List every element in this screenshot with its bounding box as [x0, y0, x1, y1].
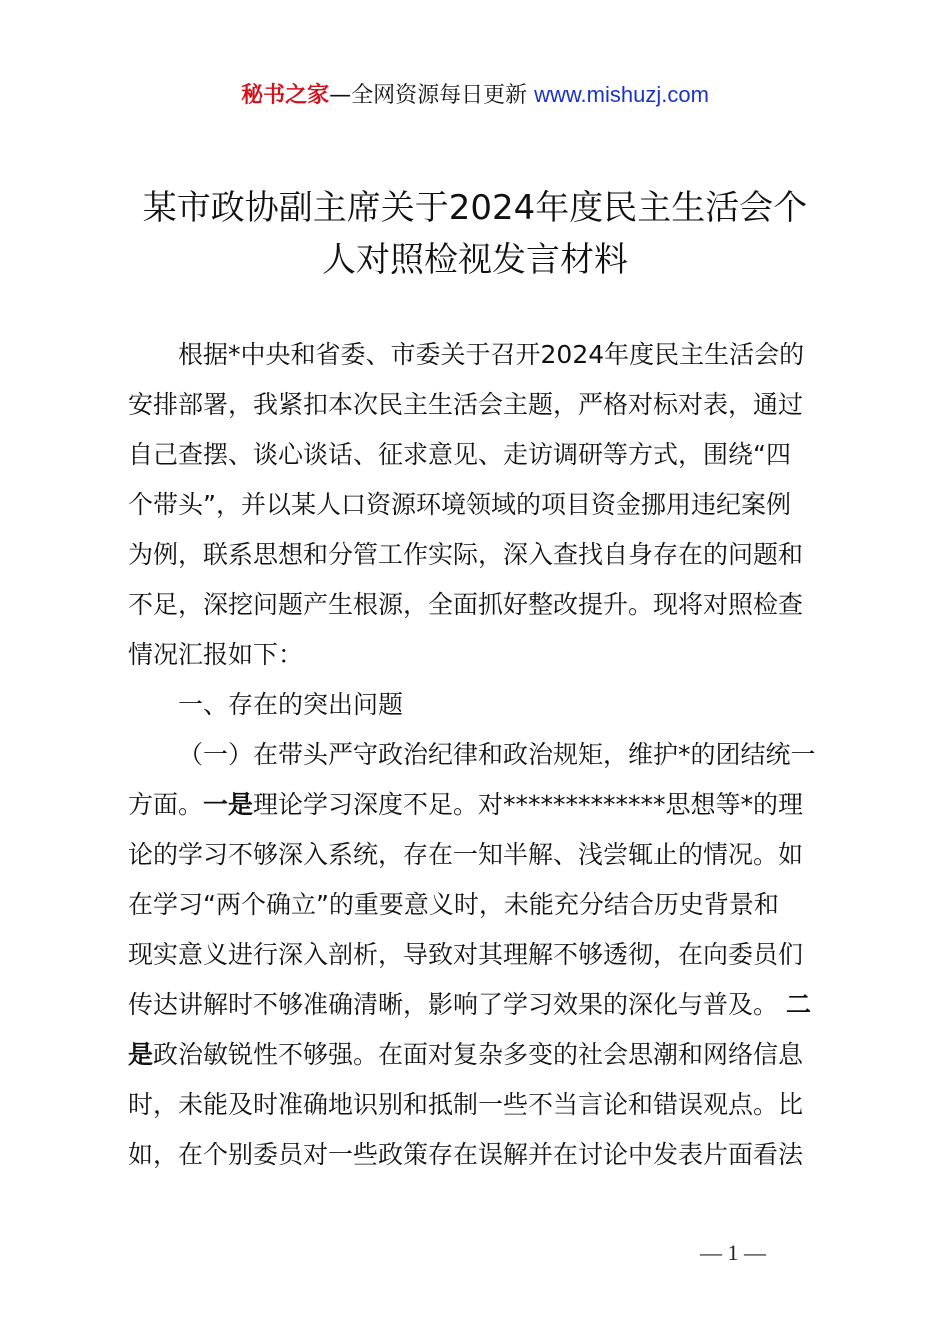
body-text: 个带头”，并以某人口资源环境领域的项目资金挪用违纪案例 [128, 490, 791, 519]
body-text: 为例，联系思想和分管工作实际，深入查找自身存在的问题和 [128, 540, 804, 569]
body-text: 不足，深挖问题产生根源，全面抓好整改提升。现将对照检查 [128, 590, 804, 619]
body-line [128, 530, 838, 580]
body-text-part: 传达讲解时不够准确清晰，影响了学习效果的深化与普及。 [128, 990, 779, 1019]
body-text-part: 政治敏锐性不够强。在面对复杂多变的社会思潮和网络信息 [153, 1040, 804, 1069]
section-heading-text: 一、存在的突出问题 [178, 690, 404, 719]
bold-marker: 一是 [203, 790, 254, 819]
body-line [128, 780, 838, 830]
body-text: 现实意义进行深入剖析，导致对其理解不够透彻，在向委员们 [128, 940, 804, 969]
body-line [128, 830, 838, 880]
body-line [128, 980, 838, 1030]
subsection-heading-text: （一）在带头严守政治纪律和政治规矩，维护*的团结统一 [178, 740, 816, 769]
body-text: 情况汇报如下： [128, 640, 304, 669]
body-text [128, 980, 811, 1030]
page-number: — 1 — [700, 1240, 766, 1265]
body-line [128, 330, 838, 380]
body-text: 自己查摆、谈心谈话、征求意见、走访调研等方式，围绕“四 [128, 440, 791, 469]
title-line-2: 人对照检视发言材料 [322, 240, 628, 280]
body-line [128, 1080, 838, 1130]
title-line-1: 某市政协副主席关于2024年度民主生活会个 [142, 188, 808, 228]
body-line [128, 580, 838, 630]
site-banner [0, 78, 950, 113]
body-text: 时，未能及时准确地识别和抵制一些不当言论和错误观点。比 [128, 1090, 804, 1119]
body-text [128, 1030, 803, 1080]
section-heading [128, 680, 838, 730]
document-body [128, 330, 838, 1180]
body-text: 根据*中央和省委、市委关于召开2024年度民主生活会的 [178, 340, 805, 369]
body-line [128, 480, 838, 530]
body-text: 如，在个别委员对一些政策存在误解并在讨论中发表片面看法 [128, 1140, 804, 1169]
document-title [0, 182, 950, 286]
body-line [128, 1030, 838, 1080]
body-text [128, 780, 803, 830]
body-text: 在学习“两个确立”的重要意义时，未能充分结合历史背景和 [128, 890, 779, 919]
body-text-part: 方面。 [128, 790, 204, 819]
body-line [128, 930, 838, 980]
body-line [128, 730, 838, 780]
body-line [128, 1130, 838, 1180]
banner-url[interactable]: www.mishuzj.com [534, 82, 709, 107]
body-text: 安排部署，我紧扣本次民主生活会主题，严格对标对表，通过 [128, 390, 804, 419]
body-text: 论的学习不够深入系统，存在一知半解、浅尝辄止的情况。如 [128, 840, 804, 869]
body-line [128, 880, 838, 930]
banner-slogan: —全网资源每日更新 [329, 83, 528, 108]
bold-marker: 是 [128, 1040, 154, 1069]
banner-brand: 秘书之家 [241, 83, 330, 108]
body-line [128, 430, 838, 480]
bold-marker: 二 [785, 990, 811, 1019]
body-line [128, 380, 838, 430]
body-line [128, 630, 838, 680]
body-text-part: 理论学习深度不足。对*************思想等*的理 [253, 790, 804, 819]
